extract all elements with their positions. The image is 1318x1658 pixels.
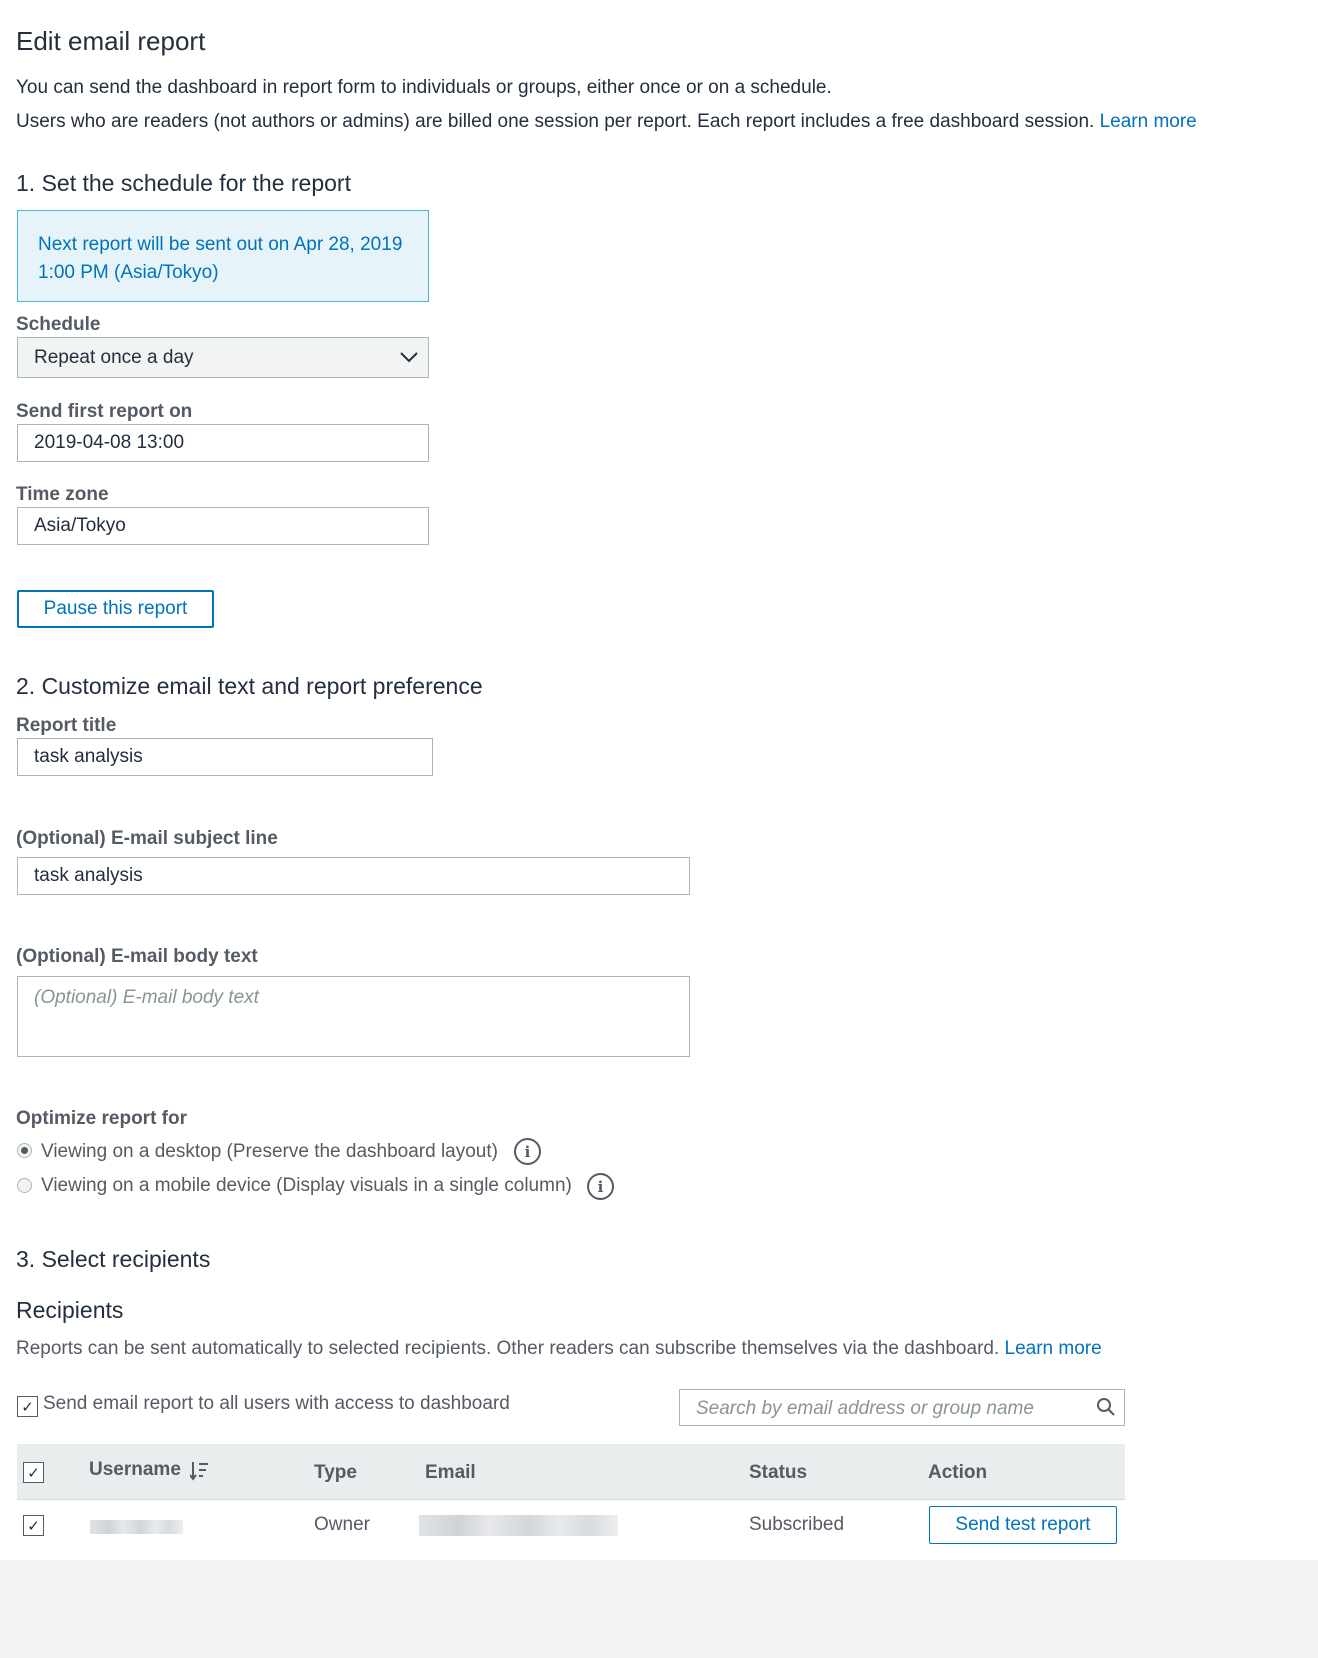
- recipients-description-text: Reports can be sent automatically to selected recipients. Other readers can subscribe themselves via the dashboard.: [16, 1338, 1000, 1359]
- column-header-action: Action: [928, 1462, 988, 1483]
- next-report-info-box: [17, 210, 429, 302]
- body-textarea[interactable]: [17, 976, 690, 1057]
- timezone-label: Time zone: [16, 484, 109, 505]
- first-report-value: 2019-04-08 13:00: [34, 432, 185, 453]
- optimize-label: Optimize report for: [16, 1108, 188, 1129]
- timezone-value: Asia/Tokyo: [34, 515, 126, 536]
- timezone-input[interactable]: [17, 507, 429, 545]
- info-icon[interactable]: i: [514, 1138, 541, 1165]
- first-report-input[interactable]: [17, 424, 429, 462]
- report-title-input[interactable]: [17, 738, 433, 776]
- schedule-select[interactable]: [17, 337, 429, 378]
- schedule-section-heading: 1. Set the schedule for the report: [16, 170, 351, 196]
- check-icon: ✓: [21, 1398, 34, 1416]
- column-header-email: Email: [425, 1462, 476, 1483]
- column-header-username[interactable]: Username: [89, 1459, 181, 1480]
- recipients-learn-more-link[interactable]: Learn more: [1004, 1338, 1102, 1359]
- intro-text-line-1: You can send the dashboard in report form to individuals or groups, either once or on a schedule.: [16, 77, 832, 98]
- row-checkbox[interactable]: [23, 1515, 44, 1536]
- schedule-select-value: Repeat once a day: [34, 346, 194, 368]
- body-label: (Optional) E-mail body text: [16, 946, 258, 967]
- sort-icon[interactable]: [190, 1460, 210, 1482]
- pause-report-button[interactable]: Pause this report: [17, 590, 214, 628]
- send-all-label[interactable]: Send email report to all users with access to dashboard: [43, 1393, 510, 1414]
- send-all-checkbox[interactable]: [17, 1396, 38, 1417]
- next-report-time: 1:00 PM (Asia/Tokyo): [38, 262, 219, 283]
- row-type: Owner: [314, 1514, 370, 1535]
- desktop-option-label[interactable]: Viewing on a desktop (Preserve the dashboard layout): [41, 1141, 498, 1162]
- learn-more-link[interactable]: Learn more: [1099, 111, 1197, 132]
- page-title: Edit email report: [16, 26, 206, 56]
- search-placeholder: Search by email address or group name: [696, 1398, 1034, 1419]
- mobile-option-label[interactable]: Viewing on a mobile device (Display visuals in a single column): [41, 1175, 572, 1196]
- username-redacted: [90, 1520, 183, 1534]
- report-title-label: Report title: [16, 715, 117, 736]
- row-status: Subscribed: [749, 1514, 845, 1535]
- first-report-label: Send first report on: [16, 401, 193, 422]
- intro-text-billing: Users who are readers (not authors or admins) are billed one session per report. Each report includes a free dashboard session.: [16, 111, 1095, 132]
- column-header-status: Status: [749, 1462, 808, 1483]
- subject-value: task analysis: [34, 865, 143, 886]
- email-redacted: [419, 1515, 618, 1536]
- report-title-value: task analysis: [34, 746, 143, 767]
- search-icon[interactable]: [1096, 1397, 1116, 1417]
- recipients-section-heading: 3. Select recipients: [16, 1246, 211, 1272]
- table-row-background: [0, 1560, 1318, 1658]
- chevron-down-icon: [400, 351, 418, 363]
- schedule-label: Schedule: [16, 314, 101, 335]
- column-header-type: Type: [314, 1462, 357, 1483]
- subject-input[interactable]: [17, 857, 690, 895]
- check-icon: ✓: [27, 1464, 40, 1482]
- desktop-radio[interactable]: [17, 1143, 32, 1158]
- search-input[interactable]: [679, 1389, 1125, 1426]
- intro-text-line-2: [16, 111, 1197, 133]
- info-icon[interactable]: i: [587, 1173, 614, 1200]
- recipients-subheading: Recipients: [16, 1297, 124, 1323]
- check-icon: ✓: [27, 1517, 40, 1535]
- customize-section-heading: 2. Customize email text and report preference: [16, 673, 483, 699]
- send-test-report-button[interactable]: Send test report: [929, 1506, 1117, 1544]
- select-all-checkbox[interactable]: [23, 1462, 44, 1483]
- next-report-date: Next report will be sent out on Apr 28, 2019: [38, 234, 403, 255]
- mobile-radio[interactable]: [17, 1178, 32, 1193]
- body-placeholder: (Optional) E-mail body text: [34, 987, 259, 1008]
- subject-label: (Optional) E-mail subject line: [16, 828, 278, 849]
- recipients-description: [16, 1338, 1102, 1360]
